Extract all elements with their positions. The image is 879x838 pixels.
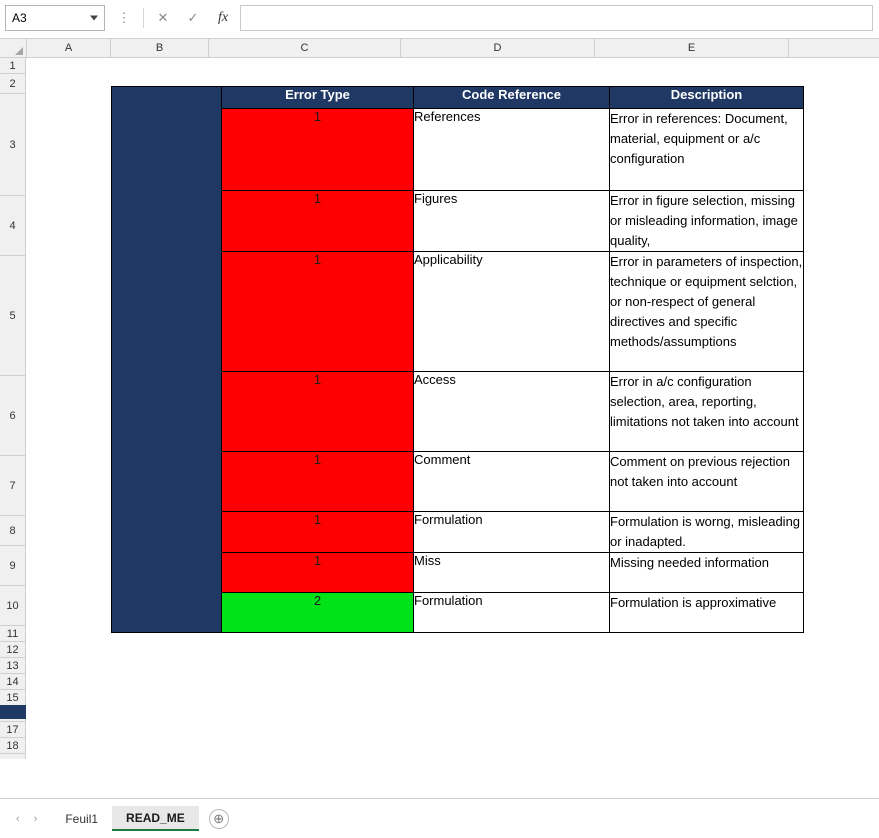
cell-description[interactable]: Formulation is approximative	[610, 593, 804, 633]
column-header-d[interactable]: D	[401, 39, 595, 57]
sheet-tab-read-me[interactable]: READ_ME	[112, 806, 199, 831]
vertical-scrollbar-stub[interactable]	[0, 705, 26, 719]
table-header-error-type: Error Type	[222, 87, 414, 109]
row-header-6[interactable]: 6	[0, 376, 25, 456]
row-header-14[interactable]: 14	[0, 674, 25, 690]
sheet-cells-area[interactable]	[26, 58, 879, 759]
row-header-18[interactable]: 18	[0, 738, 25, 754]
row-header-1[interactable]: 1	[0, 58, 25, 74]
cell-code-reference[interactable]: Formulation	[414, 512, 610, 553]
cell-error-type[interactable]: 1	[222, 372, 414, 452]
formula-bar	[0, 0, 879, 39]
cell-error-type[interactable]: 2	[222, 593, 414, 633]
name-box[interactable]	[5, 5, 105, 31]
column-header-e[interactable]: E	[595, 39, 789, 57]
cell-error-type[interactable]: 1	[222, 553, 414, 593]
row-header-13[interactable]: 13	[0, 658, 25, 674]
sheet-nav-arrows	[0, 813, 51, 825]
cell-description[interactable]: Error in references: Document, material, equipment or a/c configuration	[610, 109, 804, 191]
column-header-c[interactable]: C	[209, 39, 401, 57]
cell-code-reference[interactable]: Figures	[414, 191, 610, 252]
row-header-4[interactable]: 4	[0, 196, 25, 256]
cell-description[interactable]: Comment on previous rejection not taken into account	[610, 452, 804, 512]
cell-code-reference[interactable]: Access	[414, 372, 610, 452]
sheet-tab-feuil1[interactable]: Feuil1	[65, 812, 99, 826]
chevron-down-icon[interactable]	[90, 16, 98, 21]
row-header-2[interactable]: 2	[0, 74, 25, 94]
toolbar-divider	[143, 8, 144, 28]
formula-input-wrap	[238, 0, 879, 38]
cell-description[interactable]: Error in parameters of inspection, technique or equipment selction, or non-respect of general directives and specific methods/assumptions	[610, 252, 804, 372]
cell-error-type[interactable]: 1	[222, 191, 414, 252]
row-header-12[interactable]: 12	[0, 642, 25, 658]
table-header-description: Description	[610, 87, 804, 109]
row-header-9[interactable]: 9	[0, 546, 25, 586]
cell-code-reference[interactable]: Comment	[414, 452, 610, 512]
cell-code-reference[interactable]: Miss	[414, 553, 610, 593]
row-header-5[interactable]: 5	[0, 256, 25, 376]
vertical-dots-icon[interactable]: ⋮	[117, 10, 131, 25]
row-header-8[interactable]: 8	[0, 516, 25, 546]
column-header-b[interactable]: B	[111, 39, 209, 57]
confirm-check-icon[interactable]: ✓	[187, 10, 199, 25]
name-box-value: A3	[12, 11, 27, 25]
row-header-10[interactable]: 10	[0, 586, 25, 626]
add-sheet-icon[interactable]: ⊕	[209, 809, 229, 829]
row-header-7[interactable]: 7	[0, 456, 25, 516]
formula-input[interactable]	[240, 5, 873, 31]
cell-code-reference[interactable]: References	[414, 109, 610, 191]
row-header-11[interactable]: 11	[0, 626, 25, 642]
grid-body	[0, 58, 879, 759]
insert-function-icon[interactable]: fx	[217, 10, 229, 25]
cell-error-type[interactable]: 1	[222, 512, 414, 553]
previous-sheet-arrow-icon[interactable]: ‹	[16, 812, 20, 825]
cell-error-type[interactable]: 1	[222, 252, 414, 372]
cell-error-type[interactable]: 1	[222, 109, 414, 191]
table-header-code-reference: Code Reference	[414, 87, 610, 109]
column-header-row	[0, 39, 879, 58]
cell-error-type[interactable]: 1	[222, 452, 414, 512]
next-sheet-arrow-icon[interactable]: ›	[33, 812, 38, 825]
row-header-column	[0, 58, 26, 759]
row-header-17[interactable]: 17	[0, 722, 25, 738]
spreadsheet-grid	[0, 39, 879, 759]
cell-description[interactable]: Missing needed information	[610, 553, 804, 593]
row-header-15[interactable]: 15	[0, 690, 25, 706]
column-header-a[interactable]: A	[27, 39, 111, 57]
cell-description[interactable]: Error in a/c configuration selection, area, reporting, limitations not taken into account	[610, 372, 804, 452]
formula-bar-buttons	[109, 5, 238, 31]
select-all-triangle-icon[interactable]	[0, 39, 27, 57]
cancel-icon[interactable]: ✕	[157, 10, 169, 25]
table-header-row	[112, 87, 804, 109]
error-type-table	[111, 86, 804, 633]
cell-code-reference[interactable]: Applicability	[414, 252, 610, 372]
row-header-3[interactable]: 3	[0, 94, 25, 196]
cell-description[interactable]: Formulation is worng, misleading or inadapted.	[610, 512, 804, 553]
cell-code-reference[interactable]: Formulation	[414, 593, 610, 633]
cell-description[interactable]: Error in figure selection, missing or misleading information, image quality,	[610, 191, 804, 252]
navy-spacer-cell	[112, 87, 222, 633]
sheet-tab-bar	[0, 798, 879, 838]
